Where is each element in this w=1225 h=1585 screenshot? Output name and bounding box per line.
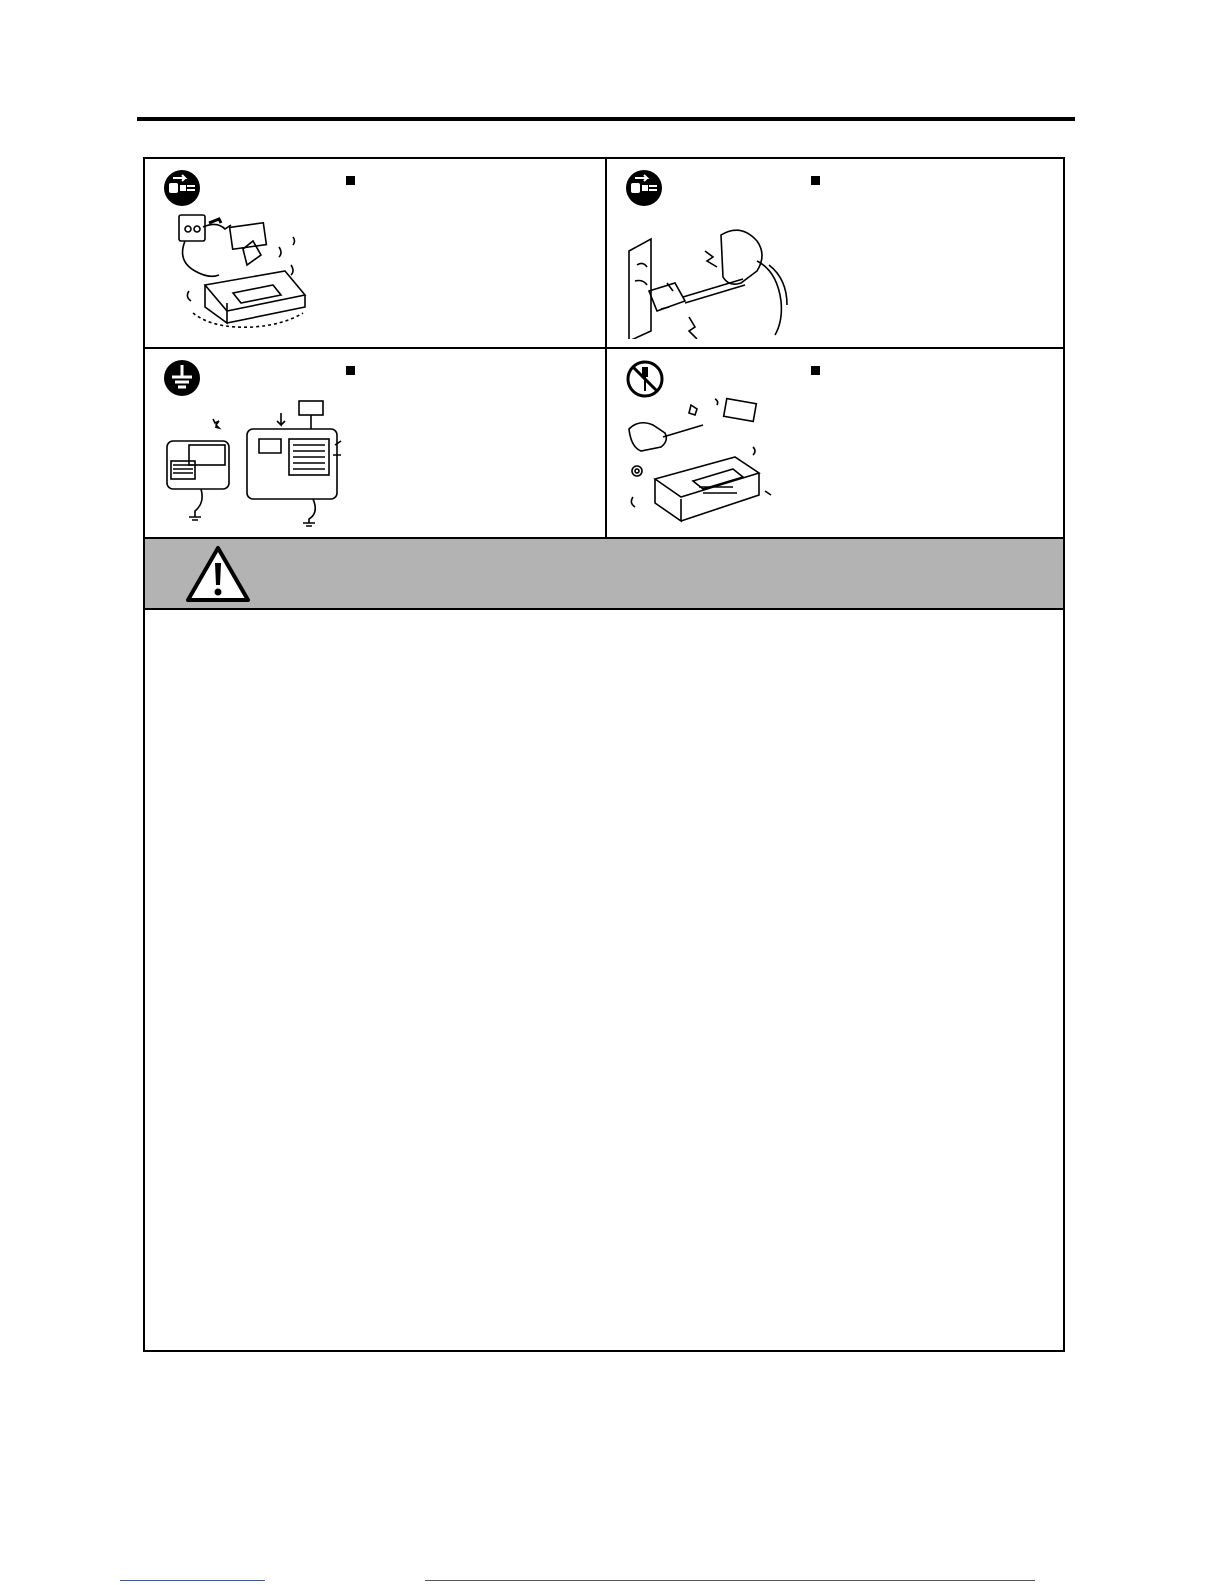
caution-band [145, 537, 1063, 610]
scan-edge-line [120, 1580, 265, 1581]
safety-frame [143, 157, 1065, 1352]
unplug-symbol-icon [163, 169, 201, 207]
disassembly-illustration [625, 395, 775, 527]
safety-cell-plug [607, 159, 1063, 349]
safety-cell-water [145, 159, 607, 349]
scan-edge-line [425, 1580, 1035, 1581]
bullet-marker [346, 176, 355, 185]
unplug-symbol-icon [625, 169, 663, 207]
pulling-plug-illustration [625, 221, 805, 339]
grounded-registers-illustration [163, 395, 348, 527]
safety-cell-disassembly [607, 349, 1063, 537]
ground-symbol-icon [163, 359, 201, 397]
safety-cell-ground [145, 349, 607, 537]
bullet-marker [811, 176, 820, 185]
bullet-marker [346, 366, 355, 375]
warning-triangle-icon [185, 545, 251, 603]
caution-content-area [145, 610, 1063, 1350]
register-water-spill-illustration [173, 207, 323, 335]
bullet-marker [811, 366, 820, 375]
top-rule [137, 117, 1075, 121]
no-disassembly-symbol-icon [625, 359, 665, 399]
